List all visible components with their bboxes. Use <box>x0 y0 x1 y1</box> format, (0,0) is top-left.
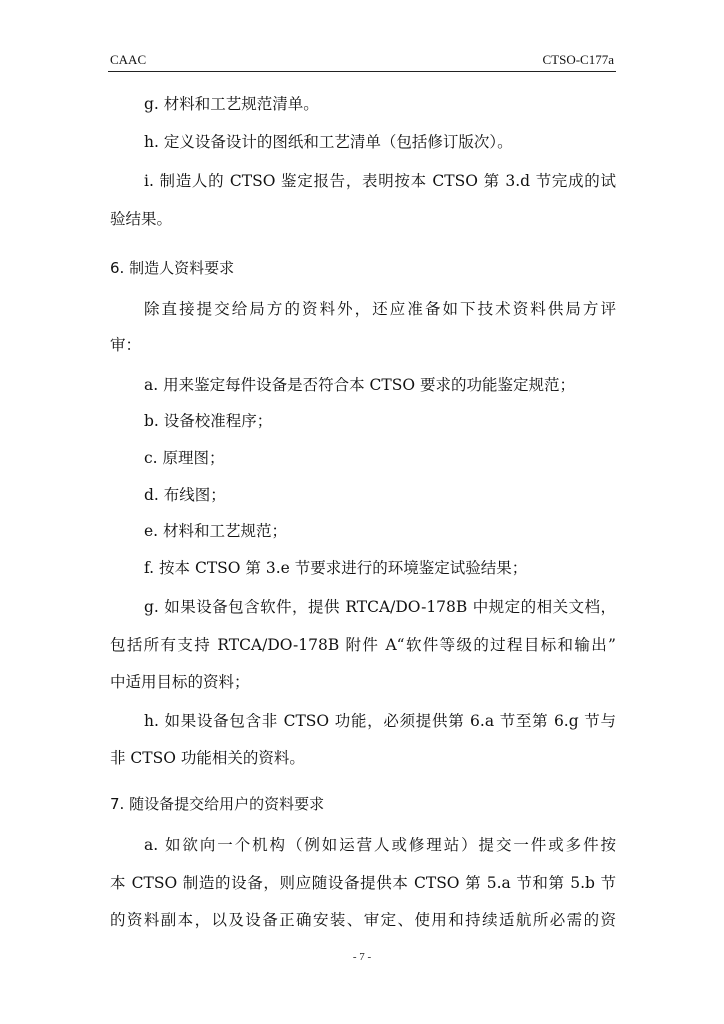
header-left: CAAC <box>110 52 147 67</box>
list-item: b. 设备校准程序； <box>144 412 273 430</box>
list-item: h. 如果设备包含非 CTSO 功能，必须提供第 6.a 节至第 6.g 节与 <box>144 712 616 730</box>
list-item: c. 原理图； <box>144 449 225 467</box>
list-item-continuation: 本 CTSO 制造的设备，则应随设备提供本 CTSO 第 5.a 节和第 5.b 节 <box>110 874 616 892</box>
list-item: a. 用来鉴定每件设备是否符合本 CTSO 要求的功能鉴定规范； <box>144 376 575 394</box>
list-item: a. 如欲向一个机构（例如运营人或修理站）提交一件或多件按 <box>144 836 616 854</box>
list-item: g. 材料和工艺规范清单。 <box>144 95 319 113</box>
list-item-continuation: 中适用目标的资料； <box>110 673 250 691</box>
list-item: e. 材料和工艺规范； <box>144 522 288 540</box>
header-right: CTSO-C177a <box>542 52 614 67</box>
section-heading-7: 7. 随设备提交给用户的资料要求 <box>110 795 325 813</box>
list-item-continuation: 验结果。 <box>110 210 173 228</box>
header-rule <box>108 71 616 72</box>
page-number: - 7 - <box>352 951 372 963</box>
list-item-continuation: 包括所有支持 RTCA/DO-178B 附件 A“软件等级的过程目标和输出” <box>110 636 616 654</box>
list-item: i. 制造人的 CTSO 鉴定报告，表明按本 CTSO 第 3.d 节完成的试 <box>144 172 616 190</box>
list-item: d. 布线图； <box>144 486 226 504</box>
list-item-continuation: 非 CTSO 功能相关的资料。 <box>110 749 305 767</box>
list-item: g. 如果设备包含软件，提供 RTCA/DO-178B 中规定的相关文档， <box>144 598 616 616</box>
paragraph-line: 除直接提交给局方的资料外，还应准备如下技术资料供局方评 <box>144 300 616 318</box>
list-item: f. 按本 CTSO 第 3.e 节要求进行的环境鉴定试验结果； <box>144 559 528 577</box>
list-item-continuation: 的资料副本，以及设备正确安装、审定、使用和持续适航所必需的资 <box>110 911 616 929</box>
section-heading-6: 6. 制造人资料要求 <box>110 259 235 277</box>
paragraph-line: 审： <box>110 336 142 354</box>
list-item: h. 定义设备设计的图纸和工艺清单（包括修订版次）。 <box>144 133 513 151</box>
